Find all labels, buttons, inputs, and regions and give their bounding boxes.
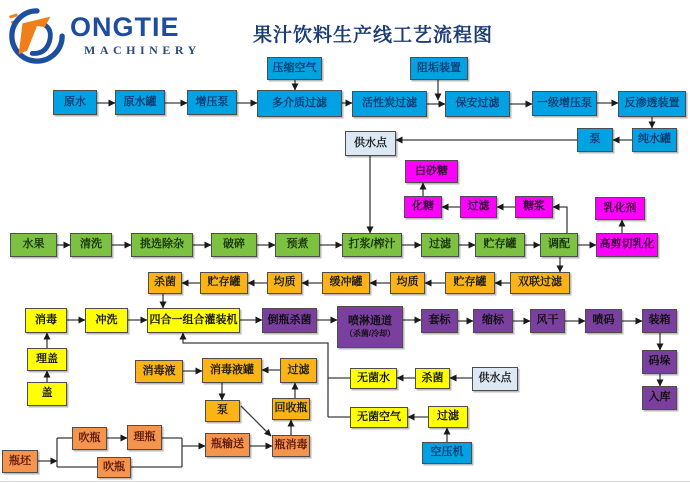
node-storage-tank-1: 贮存罐 xyxy=(475,233,525,257)
node-disinfectant-tank: 消毒液罐 xyxy=(202,358,262,383)
node-invert-bottle-sterilize: 倒瓶杀菌 xyxy=(262,308,317,333)
node-carbon-filter: 活性炭过滤 xyxy=(352,91,427,117)
page-title: 果汁饮料生产线工艺流程图 xyxy=(253,25,494,46)
node-rinsing: 冲洗 xyxy=(85,308,128,333)
node-fruit: 水果 xyxy=(10,233,57,257)
node-water-sterilize: 杀菌 xyxy=(415,368,450,389)
node-air-drying: 风干 xyxy=(530,309,565,333)
node-security-filter: 保安过滤 xyxy=(445,91,510,117)
node-raw-water: 原水 xyxy=(53,90,97,115)
node-disinfectant-pump: 泵 xyxy=(205,400,240,422)
node-air-filter: 过滤 xyxy=(428,406,468,428)
node-emulsifier: 乳化剂 xyxy=(595,197,645,220)
node-sterile-air: 无菌空气 xyxy=(350,407,408,428)
node-disinfectant: 消毒液 xyxy=(135,360,183,383)
node-blending: 调配 xyxy=(540,233,578,257)
node-warehousing: 入库 xyxy=(642,386,677,410)
node-homogenize-2: 均质 xyxy=(390,272,425,294)
node-packing: 装箱 xyxy=(642,309,677,333)
node-sleeve-label: 套标 xyxy=(421,309,458,333)
node-air-compressor: 空压机 xyxy=(422,442,472,464)
node-washing: 清洗 xyxy=(70,233,112,257)
logo-machinery-text: MACHINERY xyxy=(84,43,201,57)
node-blow-molding-1: 吹瓶 xyxy=(72,427,107,450)
node-raw-water-tank: 原水罐 xyxy=(115,90,165,115)
node-antiscalant-device: 阻垢装置 xyxy=(410,57,468,80)
node-spray-tunnel: 喷淋通道 （杀菌/冷却） xyxy=(337,306,403,348)
node-white-sugar: 白砂糖 xyxy=(405,160,458,183)
node-duplex-filter: 双联过滤 xyxy=(510,272,570,294)
node-buffer-tank: 缓冲罐 xyxy=(322,272,370,294)
node-sorting-removal: 挑选除杂 xyxy=(131,233,193,257)
node-high-shear-emulsify: 高剪切乳化 xyxy=(596,233,658,257)
node-juice-filter: 过滤 xyxy=(421,233,459,257)
node-storage-tank-2: 贮存罐 xyxy=(200,272,248,294)
node-crushing: 破碎 xyxy=(211,233,257,257)
node-water-supply-point-1: 供水点 xyxy=(345,131,396,156)
node-juice-sterilize: 杀菌 xyxy=(148,272,182,294)
node-first-stage-booster-pump: 一级增压泵 xyxy=(532,91,597,116)
node-preform: 瓶坯 xyxy=(2,450,38,473)
node-pure-water-tank: 纯水罐 xyxy=(632,128,677,152)
node-caps: 盖 xyxy=(27,382,67,406)
node-compressed-air: 压缩空气 xyxy=(267,57,322,80)
node-ro-unit: 反渗透装置 xyxy=(618,91,686,117)
node-bottle-recycle: 回收瓶 xyxy=(272,398,310,420)
node-booster-pump: 增压泵 xyxy=(187,90,237,115)
bottom-divider xyxy=(0,481,690,482)
node-sugar-dissolving: 化糖 xyxy=(404,196,442,218)
node-cap-disinfect: 消毒 xyxy=(25,308,67,333)
node-disinfectant-filter: 过滤 xyxy=(280,358,317,383)
node-pulping-juicing: 打浆/榨汁 xyxy=(342,233,402,257)
node-inkjet-coding: 喷码 xyxy=(585,309,622,333)
node-precooking: 预煮 xyxy=(275,233,320,257)
node-cap-sorting: 理盖 xyxy=(27,348,67,371)
node-bottle-sorting: 理瓶 xyxy=(127,425,162,450)
node-palletizing: 码垛 xyxy=(642,350,677,374)
node-blow-molding-2: 吹瓶 xyxy=(97,457,131,478)
node-water-supply-point-2: 供水点 xyxy=(472,367,518,391)
node-pump-top: 泵 xyxy=(577,128,613,152)
node-multimedia-filter: 多介质过滤 xyxy=(257,90,342,117)
node-homogenize-1: 均质 xyxy=(267,272,302,294)
node-sugar-filter: 过滤 xyxy=(460,196,497,218)
node-syrup: 糖浆 xyxy=(515,196,553,218)
node-storage-tank-3: 贮存罐 xyxy=(445,272,495,294)
logo-brand-text: ONGTIE xyxy=(70,12,180,42)
node-sterile-water: 无菌水 xyxy=(350,368,397,389)
node-shrink-label: 缩标 xyxy=(473,309,513,333)
node-bottle-conveying: 瓶输送 xyxy=(205,433,250,457)
node-bottle-sterilize: 瓶消毒 xyxy=(272,435,310,457)
node-four-in-one-filler: 四合一组合灌装机 xyxy=(147,308,240,333)
